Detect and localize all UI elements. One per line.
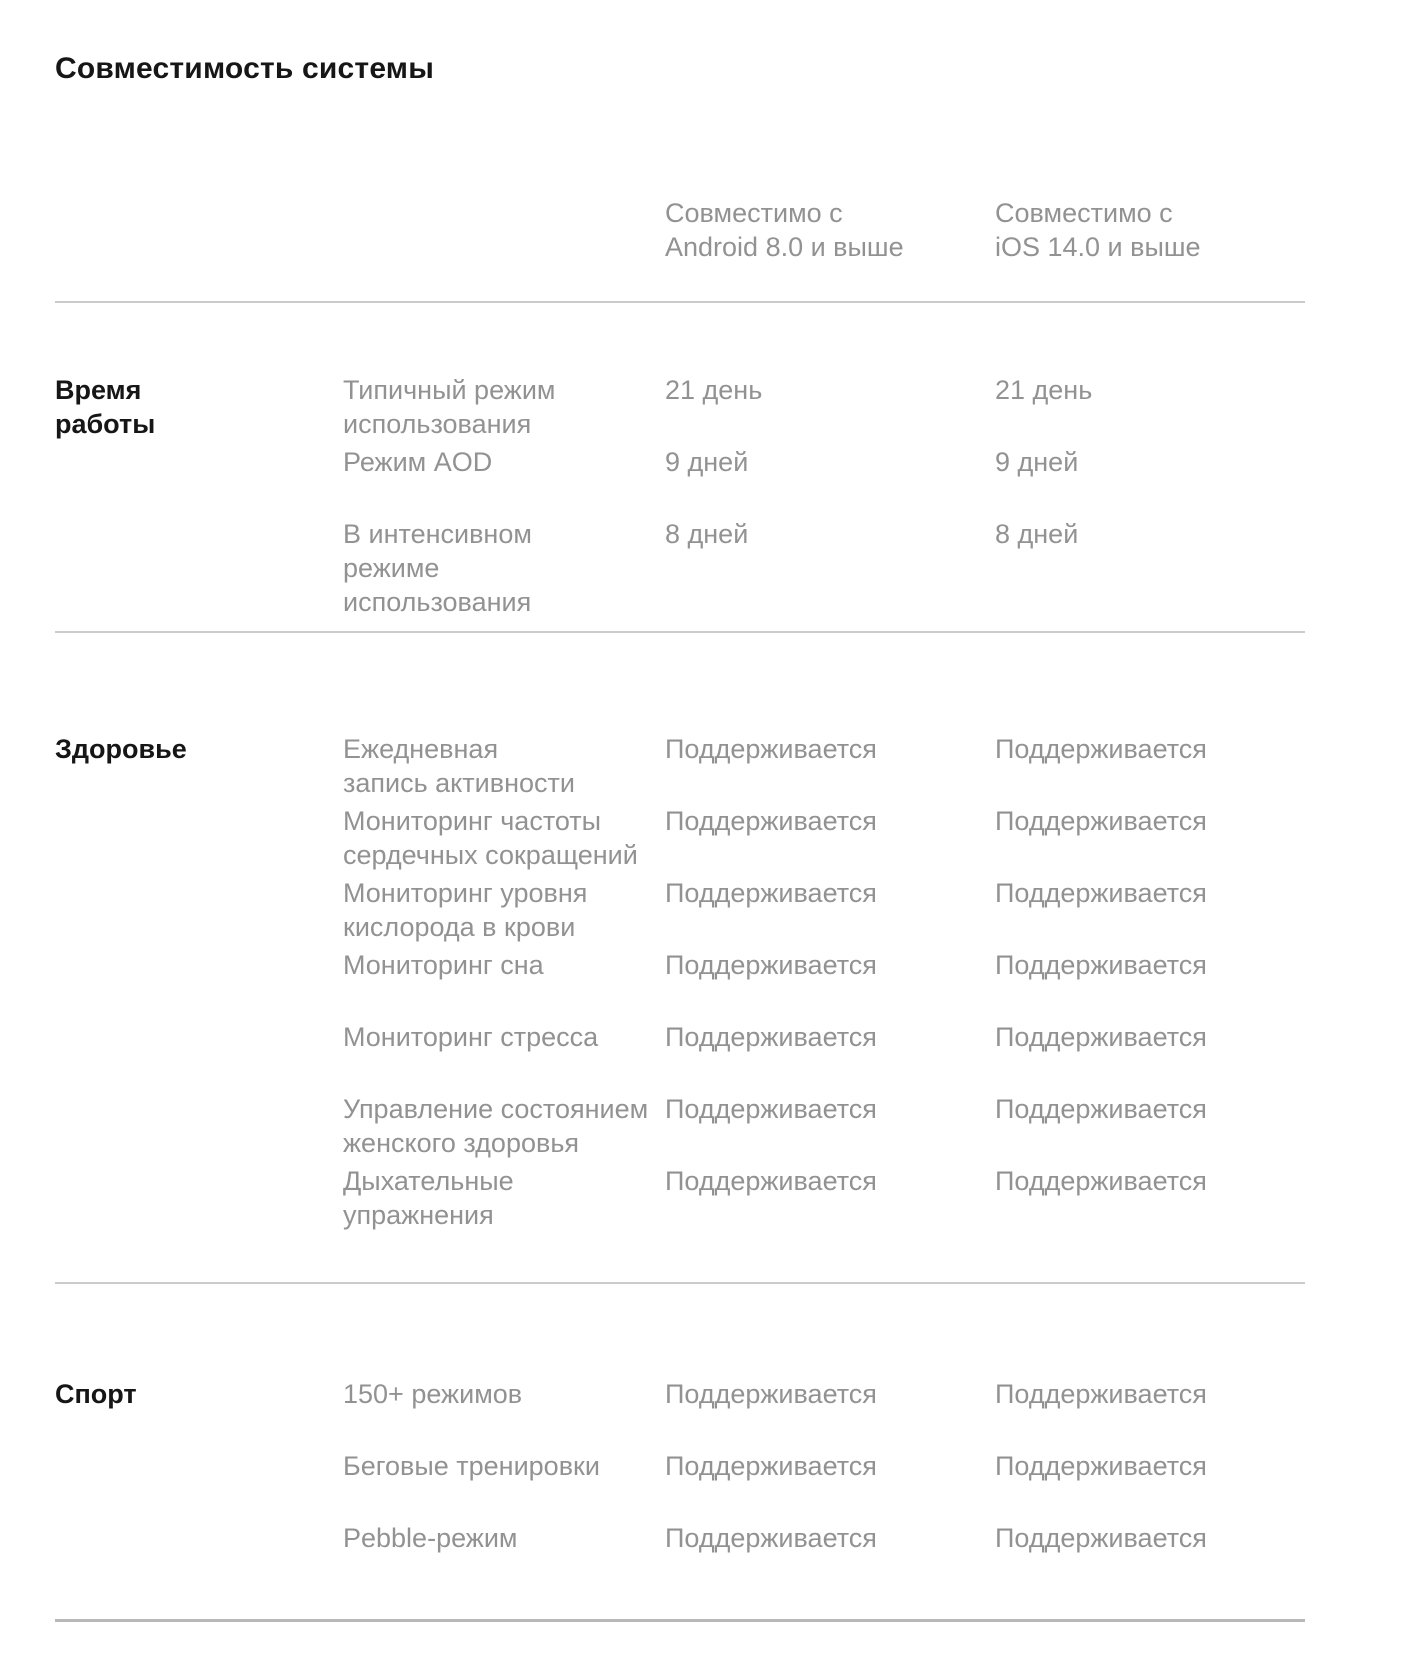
value-cell-ios: Поддерживается — [995, 1166, 1207, 1196]
feature-line: режиме — [343, 553, 440, 583]
table-row — [0, 1449, 1416, 1521]
section-label — [55, 732, 343, 766]
section-label — [55, 1377, 343, 1411]
feature-cell — [343, 445, 665, 479]
feature-line: использования — [343, 409, 532, 439]
value-cell-android: Поддерживается — [665, 1094, 877, 1124]
section-label-line: работы — [55, 409, 156, 439]
feature-cell — [343, 1092, 665, 1160]
value-cell-android: Поддерживается — [665, 1166, 877, 1196]
value-cell-android: 21 день — [665, 375, 763, 405]
value-cell-ios: 8 дней — [995, 519, 1079, 549]
table-section — [0, 303, 1416, 631]
table-row — [0, 876, 1416, 948]
feature-line: Ежедневная — [343, 734, 499, 764]
value-cell-ios: Поддерживается — [995, 1523, 1207, 1553]
table-row — [0, 1164, 1416, 1236]
table-row — [0, 517, 1416, 619]
table-row — [0, 1092, 1416, 1164]
feature-line: Типичный режим — [343, 375, 556, 405]
column-header-line: Совместимо с — [665, 198, 843, 228]
value-cell-android: Поддерживается — [665, 734, 877, 764]
feature-line: кислорода в крови — [343, 912, 576, 942]
feature-line: Мониторинг уровня — [343, 878, 588, 908]
page-title: Совместимость системы — [55, 52, 435, 85]
feature-line: Pebble-режим — [343, 1523, 518, 1553]
feature-line: Управление состоянием — [343, 1094, 649, 1124]
value-cell-ios: Поддерживается — [995, 1451, 1207, 1481]
table-row — [0, 1020, 1416, 1092]
column-header-ios — [995, 196, 1305, 264]
feature-line: использования — [343, 587, 532, 617]
value-cell-android: Поддерживается — [665, 1022, 877, 1052]
value-cell-ios: Поддерживается — [995, 950, 1207, 980]
table-row — [0, 445, 1416, 517]
table-row — [0, 1521, 1416, 1593]
table-section — [0, 633, 1416, 1282]
value-cell-ios: 21 день — [995, 375, 1093, 405]
value-cell-ios: Поддерживается — [995, 1379, 1207, 1409]
table-row — [0, 1377, 1416, 1449]
table-header-row — [0, 196, 1416, 264]
value-cell-ios: Поддерживается — [995, 1094, 1207, 1124]
feature-line: Беговые тренировки — [343, 1451, 600, 1481]
feature-line: Режим AOD — [343, 447, 493, 477]
value-cell-android: Поддерживается — [665, 1451, 877, 1481]
feature-cell — [343, 1377, 665, 1411]
table-row — [0, 732, 1416, 804]
feature-line: запись активности — [343, 768, 575, 798]
feature-cell — [343, 876, 665, 944]
feature-line: сердечных сокращений — [343, 840, 638, 870]
table-row — [0, 373, 1416, 445]
feature-line: женского здоровья — [343, 1128, 580, 1158]
value-cell-ios: Поддерживается — [995, 734, 1207, 764]
table-body — [0, 303, 1416, 1622]
value-cell-android: Поддерживается — [665, 1523, 877, 1553]
column-header-line: iOS 14.0 и выше — [995, 232, 1201, 262]
bottom-divider — [55, 1619, 1305, 1622]
section-label-line: Спорт — [55, 1379, 137, 1409]
feature-cell — [343, 804, 665, 872]
value-cell-android: 8 дней — [665, 519, 749, 549]
feature-cell — [343, 1449, 665, 1483]
column-header-android — [665, 196, 995, 264]
value-cell-ios: Поддерживается — [995, 878, 1207, 908]
value-cell-android: Поддерживается — [665, 950, 877, 980]
value-cell-android: Поддерживается — [665, 806, 877, 836]
value-cell-android: Поддерживается — [665, 878, 877, 908]
feature-line: Дыхательные — [343, 1166, 514, 1196]
value-cell-android: Поддерживается — [665, 1379, 877, 1409]
table-row — [0, 804, 1416, 876]
feature-line: Мониторинг сна — [343, 950, 544, 980]
feature-cell — [343, 373, 665, 441]
feature-cell — [343, 1020, 665, 1054]
value-cell-ios: Поддерживается — [995, 1022, 1207, 1052]
feature-line: Мониторинг стресса — [343, 1022, 599, 1052]
table-row — [0, 948, 1416, 1020]
section-label — [55, 373, 343, 441]
value-cell-ios: 9 дней — [995, 447, 1079, 477]
feature-cell — [343, 732, 665, 800]
section-label-line: Время — [55, 375, 142, 405]
feature-cell — [343, 517, 665, 619]
value-cell-android: 9 дней — [665, 447, 749, 477]
column-header-line: Совместимо с — [995, 198, 1173, 228]
feature-line: упражнения — [343, 1200, 494, 1230]
feature-cell — [343, 948, 665, 982]
feature-line: 150+ режимов — [343, 1379, 523, 1409]
section-label-line: Здоровье — [55, 734, 187, 764]
table-section — [0, 1284, 1416, 1619]
feature-line: Мониторинг частоты — [343, 806, 602, 836]
column-header-line: Android 8.0 и выше — [665, 232, 904, 262]
feature-cell — [343, 1521, 665, 1555]
value-cell-ios: Поддерживается — [995, 806, 1207, 836]
feature-cell — [343, 1164, 665, 1232]
feature-line: В интенсивном — [343, 519, 532, 549]
